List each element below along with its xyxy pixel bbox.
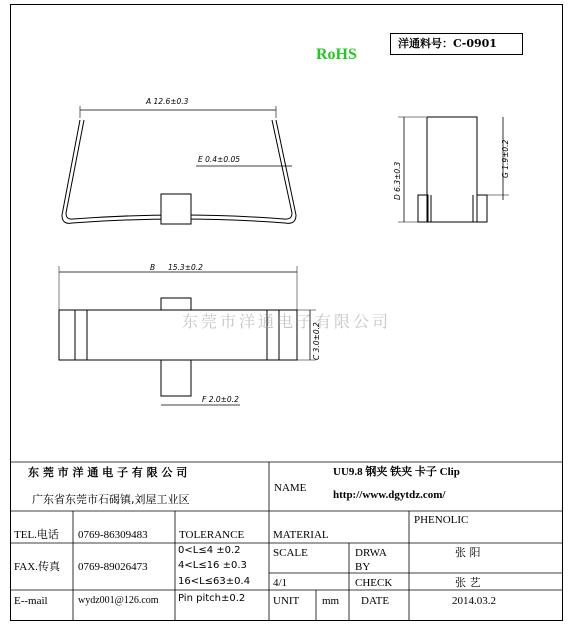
email-value: wydz001@126.com [78, 595, 159, 606]
unit-label: UNIT [273, 595, 300, 607]
product-name: UU9.8 钢夹 铁夹 卡子 Clip [333, 466, 460, 478]
dim-f-label: F 2.0±0.2 [202, 395, 239, 404]
dim-d-label: D 6.3±0.3 [393, 161, 402, 200]
rohs-mark: RoHS [316, 46, 357, 63]
part-number-box: 洋通料号：C-0901 [390, 33, 523, 55]
check-value: 张 艺 [455, 576, 481, 589]
email-label: E--mail [14, 595, 48, 607]
dim-a-label: A 12.6±0.3 [146, 97, 189, 106]
date-value: 2014.03.2 [452, 595, 496, 607]
tel-label: TEL.电话 [14, 529, 59, 541]
company-watermark: 东莞市洋通电子有限公司 [182, 312, 392, 331]
scale-value: 4/1 [273, 577, 288, 589]
website-link[interactable]: http://www.dgytdz.com/ [333, 489, 446, 501]
dim-c-label: C 3.0±0.2 [312, 322, 321, 360]
name-label: NAME [274, 482, 307, 494]
drawn-by-value: 张 阳 [455, 546, 481, 559]
drawn-by-label: DRWA BY [355, 547, 387, 573]
company-address: 广东省东莞市石碣镇,刘屋工业区 [32, 493, 190, 506]
tolerance-row-1: 0<L≤4 ±0.2 [178, 545, 241, 556]
clip-top-view [59, 266, 316, 405]
tolerance-row-3: 16<L≤63±0.4 [178, 576, 251, 587]
dim-b-value: 15.3±0.2 [168, 263, 203, 272]
tolerance-label: TOLERANCE [179, 529, 245, 541]
fax-value: 0769-89026473 [78, 561, 148, 573]
dim-b-label: B [150, 263, 156, 272]
date-label: DATE [361, 595, 390, 607]
tolerance-row-4: Pin pitch±0.2 [178, 593, 246, 604]
tolerance-row-2: 4<L≤16 ±0.3 [178, 560, 247, 571]
unit-value: mm [322, 595, 340, 607]
tel-value: 0769-86309483 [78, 529, 148, 541]
fax-label: FAX.传真 [14, 561, 60, 573]
clip-front-view [62, 106, 296, 224]
check-label: CHECK [355, 577, 393, 589]
dim-g-label: G 1.9±0.2 [501, 139, 510, 178]
company-name: 东 莞 市 洋 通 电 子 有 限 公 司 [28, 466, 188, 479]
clip-side-view [398, 117, 509, 222]
material-value: PHENOLIC [414, 514, 469, 526]
material-label: MATERIAL [273, 529, 329, 541]
scale-label: SCALE [273, 547, 308, 559]
dim-e-label: E 0.4±0.05 [198, 155, 241, 164]
